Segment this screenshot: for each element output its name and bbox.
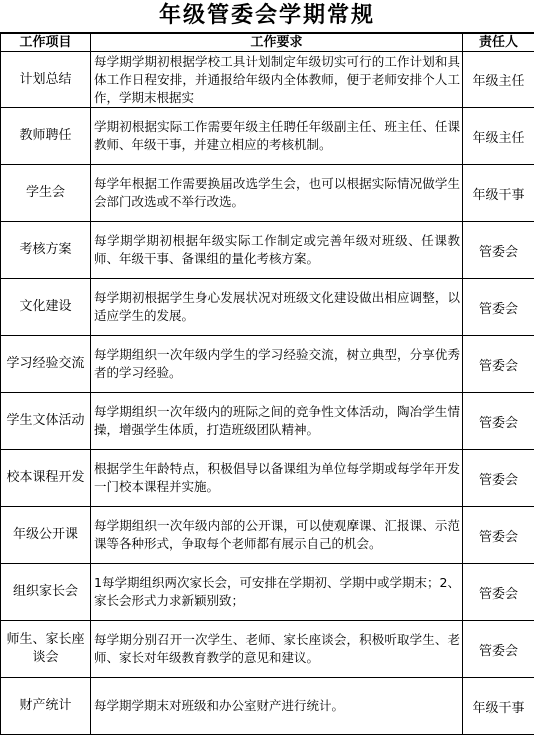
requirement-cell: 每学期组织一次年级内部的公开课，可以使观摩课、汇报课、示范课等各种形式，争取每个老师都有展示自己的机会。	[91, 507, 463, 564]
requirement-cell: 学期初根据实际工作需要年级主任聘任年级副主任、班主任、任课教师、年级干事，并建立相应的考核机制。	[91, 108, 463, 165]
responsible-cell: 年级干事	[463, 165, 534, 222]
responsible-cell: 管委会	[463, 279, 534, 336]
item-cell: 校本课程开发	[1, 450, 91, 507]
responsible-cell: 管委会	[463, 450, 534, 507]
item-cell: 文化建设	[1, 279, 91, 336]
table-row	[1, 393, 534, 450]
responsible-cell: 管委会	[463, 222, 534, 279]
requirement-cell	[91, 52, 463, 108]
table-row	[1, 108, 534, 165]
table-header-row	[1, 34, 534, 52]
requirement-cell: 每学期学期末对班级和办公室财产进行统计。	[91, 678, 463, 735]
table-row	[1, 336, 534, 393]
responsible-cell: 年级干事	[463, 678, 534, 735]
table-row	[1, 165, 534, 222]
responsible-cell: 管委会	[463, 393, 534, 450]
item-cell: 教师聘任	[1, 108, 91, 165]
item-cell: 师生、家长座谈会	[1, 621, 91, 678]
requirement-cell: 每学期组织一次年级内的班际之间的竞争性文体活动，陶冶学生情操，增强学生体质，打造班级团队精神。	[91, 393, 463, 450]
responsible-cell: 管委会	[463, 564, 534, 621]
responsible-cell: 管委会	[463, 507, 534, 564]
item-cell: 财产统计	[1, 678, 91, 735]
table-row	[1, 621, 534, 678]
table-row	[1, 564, 534, 621]
requirement-cell: 每学年根据工作需要换届改选学生会，也可以根据实际情况做学生会部门改选或不举行改选。	[91, 165, 463, 222]
requirement-cell: 每学期初根据学生身心发展状况对班级文化建设做出相应调整，以适应学生的发展。	[91, 279, 463, 336]
duty-table	[0, 33, 534, 735]
table-row	[1, 450, 534, 507]
requirement-cell: 根据学生年龄特点，积极倡导以备课组为单位每学期或每学年开发一门校本课程并实施。	[91, 450, 463, 507]
requirement-cell: 每学期组织一次年级内学生的学习经验交流，树立典型，分享优秀者的学习经验。	[91, 336, 463, 393]
item-cell: 学生文体活动	[1, 393, 91, 450]
responsible-cell: 年级主任	[463, 52, 534, 108]
requirement-cell: 每学期学期初根据年级实际工作制定或完善年级对班级、任课教师、年级干事、备课组的量化考核方案。	[91, 222, 463, 279]
table-row	[1, 678, 534, 735]
item-cell: 考核方案	[1, 222, 91, 279]
requirement-cell: 1每学期组织两次家长会，可安排在学期初、学期中或学期末；2、家长会形式力求新颖别致；	[91, 564, 463, 621]
requirement-cell: 每学期分别召开一次学生、老师、家长座谈会，积极听取学生、老师、家长对年级教育教学的意见和建议。	[91, 621, 463, 678]
page-title: 年级管委会学期常规	[0, 0, 534, 33]
responsible-cell: 年级主任	[463, 108, 534, 165]
header-item: 工作项目	[1, 34, 91, 52]
responsible-cell: 管委会	[463, 336, 534, 393]
item-cell: 学习经验交流	[1, 336, 91, 393]
item-cell: 计划总结	[1, 52, 91, 108]
requirement-text: 每学期学期初根据学校工具计划制定年级切实可行的工作计划和具体工作日程安排，并通报给年级内全体教师，便于老师安排个人工作，学期末根据实	[94, 53, 460, 105]
header-requirement: 工作要求	[91, 34, 463, 52]
table-row	[1, 52, 534, 108]
header-responsible: 责任人	[463, 34, 534, 52]
responsible-cell: 管委会	[463, 621, 534, 678]
table-row	[1, 279, 534, 336]
item-cell: 学生会	[1, 165, 91, 222]
table-row	[1, 507, 534, 564]
table-row	[1, 222, 534, 279]
item-cell: 年级公开课	[1, 507, 91, 564]
item-cell: 组织家长会	[1, 564, 91, 621]
